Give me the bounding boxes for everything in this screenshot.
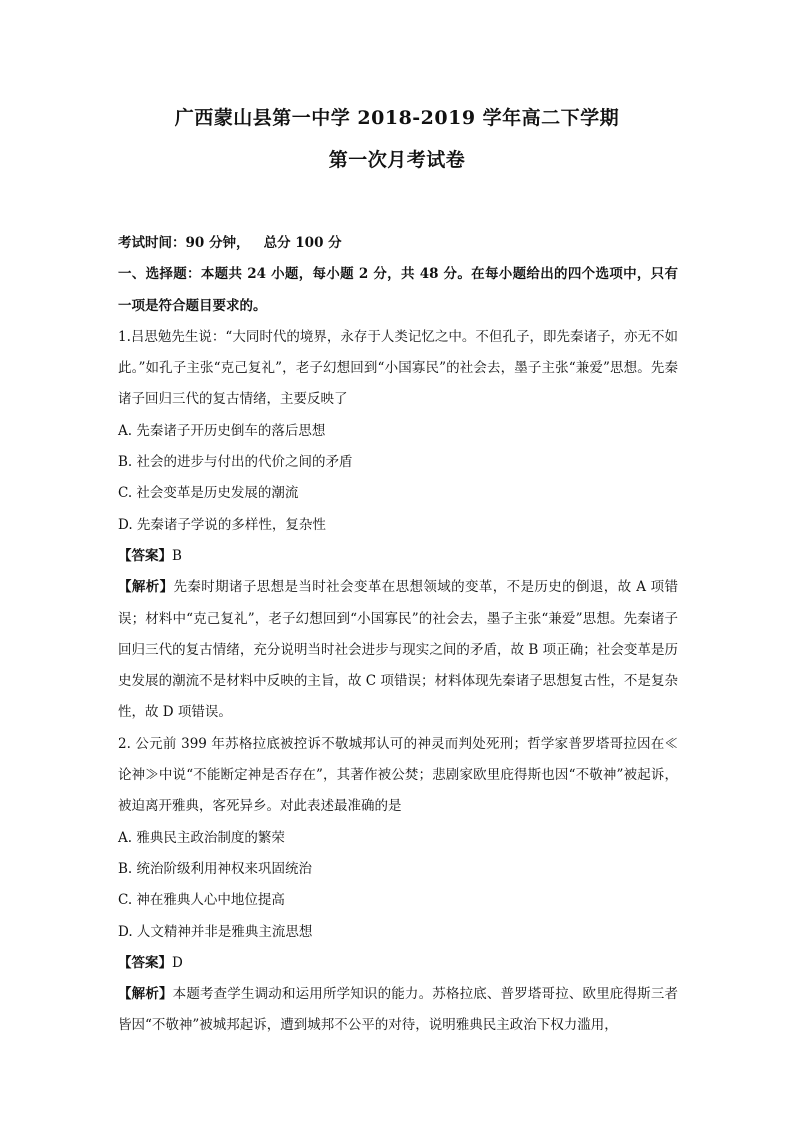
analysis-label: 【解析】 bbox=[118, 986, 173, 1003]
answer-label: 【答案】 bbox=[118, 547, 172, 564]
question-2-option-b: B. 统治阶级利用神权来巩固统治 bbox=[118, 860, 313, 877]
question-2-stem: 2. 公元前 399 年苏格拉底被控诉不敬城邦认可的神灵而判处死刑；哲学家普罗塔哥拉因在≪论神≫中说“不能断定神是否存在”，其著作被公焚；悲剧家欧里庇得斯也因“不敬神”被起诉，被迫离开雅典，客死异乡。对此表述最准确的是 bbox=[118, 735, 678, 815]
question-1-analysis bbox=[118, 572, 678, 728]
analysis-text: 本题考查学生调动和运用所学知识的能力。苏格拉底、普罗塔哥拉、欧里庇得斯三者皆因“不敬神”被城邦起诉，遭到城邦不公平的对待，说明雅典民主政治下权力滥用， bbox=[118, 986, 679, 1034]
analysis-label: 【解析】 bbox=[118, 579, 174, 596]
exam-body bbox=[118, 228, 678, 1042]
question-2-option-d: D. 人文精神并非是雅典主流思想 bbox=[118, 923, 313, 940]
answer-value: D bbox=[172, 954, 183, 971]
question-1-option-c: C. 社会变革是历史发展的潮流 bbox=[118, 485, 299, 502]
exam-title-line1: 广西蒙山县第一中学 2018-2019 学年高二下学期 bbox=[174, 107, 620, 129]
question-2-option-a: A. 雅典民主政治制度的繁荣 bbox=[118, 829, 285, 846]
answer-value: B bbox=[172, 547, 182, 564]
analysis-text: 先秦时期诸子思想是当时社会变革在思想领域的变革，不是历史的倒退，故 A 项错误；材料中“克己复礼”，老子幻想回到“小国寡民”的社会去，墨子主张“兼爱”思想。先秦诸子回归三代的复古情绪，充分说明当时社会进步与现实之间的矛盾，故 B 项正确；社会变革是历史发展的潮流不是材料中反映的主旨，故 C 项错误；材料体现先秦诸子思想复古性，不是复杂性，故 D 项错误。 bbox=[118, 579, 678, 721]
exam-info: 考试时间：90 分钟， 总分 100 分 bbox=[118, 235, 342, 251]
section-intro: 一、选择题：本题共 24 小题，每小题 2 分，共 48 分。在每小题给出的四个选项中，只有一项是符合题目要求的。 bbox=[118, 266, 678, 314]
question-2-option-c: C. 神在雅典人心中地位提高 bbox=[118, 892, 285, 909]
question-2-answer bbox=[118, 948, 678, 979]
question-1-option-a: A. 先秦诸子开历史倒车的落后思想 bbox=[118, 422, 326, 439]
answer-label: 【答案】 bbox=[118, 954, 172, 971]
question-1-stem: 1.吕思勉先生说：“大同时代的境界，永存于人类记忆之中。不但孔子，即先秦诸子，亦无不如此。”如孔子主张“克己复礼”，老子幻想回到“小国寡民”的社会去，墨子主张“兼爱”思想。先秦诸子回归三代的复古情绪，主要反映了 bbox=[118, 328, 678, 408]
question-1-option-d: D. 先秦诸子学说的多样性，复杂性 bbox=[118, 516, 326, 533]
question-2-analysis bbox=[118, 979, 678, 1042]
question-1-answer bbox=[118, 541, 678, 572]
exam-title-line2: 第一次月考试卷 bbox=[328, 149, 466, 171]
question-1-option-b: B. 社会的进步与付出的代价之间的矛盾 bbox=[118, 454, 353, 471]
